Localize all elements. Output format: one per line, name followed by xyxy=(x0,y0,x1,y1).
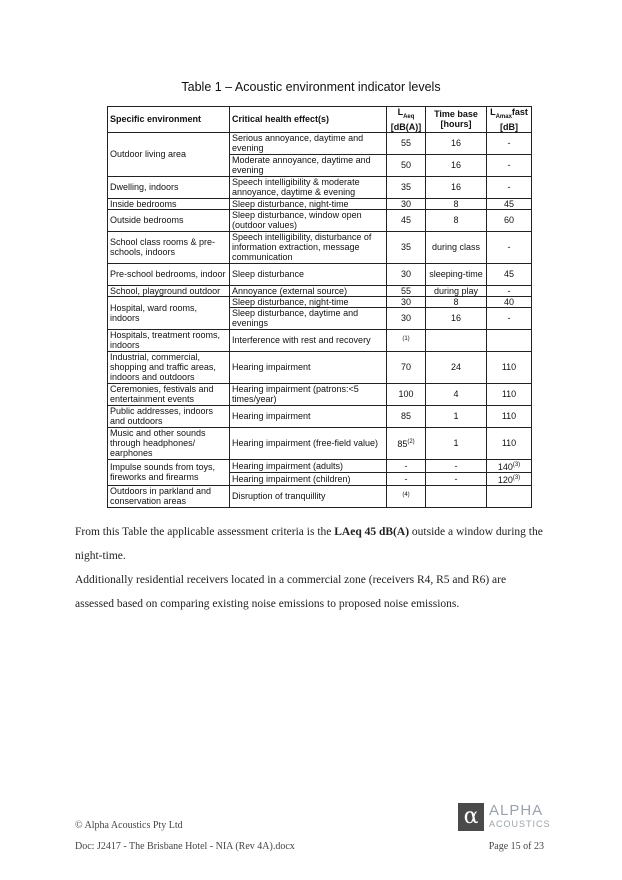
paragraph-commercial-receivers: Additionally residential receivers located in a commercial zone (receivers R4, R5 and R6) are assessed based on comparing existing noise emissions to proposed noise emissions. xyxy=(75,574,507,610)
cell-laeq: 50 xyxy=(387,154,426,176)
footnote-ref: (2) xyxy=(407,439,415,446)
cell-lamax: 110 xyxy=(487,427,532,459)
cell-environment: Hospital, ward rooms, indoors xyxy=(108,296,230,329)
cell-effect: Speech intelligibility & moderate annoyance, daytime & evening xyxy=(230,176,387,198)
cell-effect: Moderate annoyance, daytime and evening xyxy=(230,154,387,176)
company-logo-text: ALPHA ACOUSTICS xyxy=(489,802,551,829)
cell-laeq: - xyxy=(387,472,426,485)
cell-lamax: 45 xyxy=(487,198,532,209)
table-title: Table 1 – Acoustic environment indicator levels xyxy=(181,80,441,94)
cell-lamax xyxy=(487,329,532,351)
cell-laeq: 100 xyxy=(387,383,426,405)
cell-timebase: 8 xyxy=(426,296,487,307)
table-row xyxy=(108,329,532,351)
cell-environment: Outside bedrooms xyxy=(108,209,230,231)
cell-lamax: - xyxy=(487,307,532,329)
cell-laeq: 30 xyxy=(387,307,426,329)
cell-timebase: during class xyxy=(426,231,487,263)
cell-environment: Music and other sounds through headphones/ earphones xyxy=(108,427,230,459)
cell-effect: Sleep disturbance xyxy=(230,263,387,285)
table-header-row xyxy=(108,107,532,133)
cell-timebase: 1 xyxy=(426,427,487,459)
table-row xyxy=(108,209,532,231)
cell-laeq: 35 xyxy=(387,176,426,198)
table-row xyxy=(108,263,532,285)
cell-laeq: 55 xyxy=(387,285,426,296)
table-row xyxy=(108,485,532,507)
alpha-logo-icon: α xyxy=(458,803,484,831)
cell-effect: Annoyance (external source) xyxy=(230,285,387,296)
table-row xyxy=(108,427,532,459)
cell-laeq: 85 xyxy=(387,405,426,427)
cell-effect: Speech intelligibility, disturbance of information extraction, message communication xyxy=(230,231,387,263)
cell-environment: Dwelling, indoors xyxy=(108,176,230,198)
criteria-highlight: LAeq 45 dB(A) xyxy=(334,526,410,538)
footnote-ref: (4) xyxy=(402,492,410,499)
cell-timebase: 16 xyxy=(426,176,487,198)
cell-lamax: - xyxy=(487,231,532,263)
table-row xyxy=(108,383,532,405)
table-row xyxy=(108,459,532,472)
cell-effect: Serious annoyance, daytime and evening xyxy=(230,132,387,154)
cell-lamax xyxy=(487,485,532,507)
cell-effect: Hearing impairment xyxy=(230,351,387,383)
cell-laeq: - xyxy=(387,459,426,472)
cell-timebase: - xyxy=(426,459,487,472)
cell-timebase: 16 xyxy=(426,132,487,154)
cell-timebase: 24 xyxy=(426,351,487,383)
cell-lamax: 110 xyxy=(487,351,532,383)
cell-environment: Outdoor living area xyxy=(108,132,230,176)
footnote-ref: (3) xyxy=(512,474,521,481)
cell-environment: School, playground outdoor xyxy=(108,285,230,296)
cell-laeq: 70 xyxy=(387,351,426,383)
cell-effect: Sleep disturbance, night-time xyxy=(230,296,387,307)
paragraph-assessment-criteria: From this Table the applicable assessment criteria is the LAeq 45 dB(A) outside a window during the night-time. xyxy=(75,526,543,562)
cell-laeq: 30 xyxy=(387,296,426,307)
cell-timebase: 1 xyxy=(426,405,487,427)
cell-lamax: 110 xyxy=(487,405,532,427)
header-laeq: $L_{Aeq}$ [dB(A)] xyxy=(387,107,426,133)
acoustic-indicator-table xyxy=(107,106,532,508)
cell-timebase: - xyxy=(426,472,487,485)
table-row xyxy=(108,231,532,263)
cell-lamax: 45 xyxy=(487,263,532,285)
cell-laeq: 30 xyxy=(387,263,426,285)
cell-timebase: 16 xyxy=(426,307,487,329)
cell-environment: Public addresses, indoors and outdoors xyxy=(108,405,230,427)
header-lamax: $L_{Amax}fast$ [dB] xyxy=(487,107,532,133)
cell-environment: Inside bedrooms xyxy=(108,198,230,209)
cell-effect: Interference with rest and recovery xyxy=(230,329,387,351)
cell-laeq: 55 xyxy=(387,132,426,154)
cell-environment: Pre-school bedrooms, indoor xyxy=(108,263,230,285)
cell-lamax: - xyxy=(487,154,532,176)
table-row xyxy=(108,285,532,296)
cell-environment: Industrial, commercial, shopping and traffic areas, indoors and outdoors xyxy=(108,351,230,383)
cell-laeq: 45 xyxy=(387,209,426,231)
cell-effect: Hearing impairment (patrons:<5 times/year) xyxy=(230,383,387,405)
header-effect: Critical health effect(s) xyxy=(230,107,387,133)
cell-lamax: - xyxy=(487,285,532,296)
cell-environment: Ceremonies, festivals and entertainment events xyxy=(108,383,230,405)
cell-environment: School class rooms & pre-schools, indoors xyxy=(108,231,230,263)
cell-timebase: 8 xyxy=(426,198,487,209)
cell-timebase: 8 xyxy=(426,209,487,231)
cell-effect: Sleep disturbance, window open (outdoor values) xyxy=(230,209,387,231)
cell-effect: Sleep disturbance, night-time xyxy=(230,198,387,209)
header-timebase: Time base [hours] xyxy=(426,107,487,133)
cell-laeq xyxy=(387,485,426,507)
table-row xyxy=(108,198,532,209)
cell-laeq xyxy=(387,329,426,351)
footer-copyright: © Alpha Acoustics Pty Ltd xyxy=(75,820,183,831)
cell-lamax: 60 xyxy=(487,209,532,231)
cell-laeq: 30 xyxy=(387,198,426,209)
cell-timebase: 4 xyxy=(426,383,487,405)
cell-timebase: 16 xyxy=(426,154,487,176)
cell-effect: Hearing impairment (children) xyxy=(230,472,387,485)
header-environment: Specific environment xyxy=(108,107,230,133)
cell-effect: Hearing impairment xyxy=(230,405,387,427)
table-row xyxy=(108,132,532,154)
cell-lamax: - xyxy=(487,176,532,198)
cell-lamax: - xyxy=(487,132,532,154)
cell-environment: Impulse sounds from toys, fireworks and firearms xyxy=(108,459,230,485)
cell-timebase: during play xyxy=(426,285,487,296)
cell-effect: Sleep disturbance, daytime and evenings xyxy=(230,307,387,329)
footer-doc-reference: Doc: J2417 - The Brisbane Hotel - NIA (Rev 4A).docx xyxy=(75,841,295,852)
table-row xyxy=(108,351,532,383)
footnote-ref: (1) xyxy=(402,336,410,343)
table-row xyxy=(108,176,532,198)
cell-lamax: 140$^{(3)}$ xyxy=(487,459,532,472)
cell-lamax: 40 xyxy=(487,296,532,307)
cell-laeq: 85$^{(2)}$ xyxy=(387,427,426,459)
cell-timebase xyxy=(426,485,487,507)
table-row xyxy=(108,405,532,427)
cell-effect: Hearing impairment (adults) xyxy=(230,459,387,472)
cell-laeq: 35 xyxy=(387,231,426,263)
cell-timebase xyxy=(426,329,487,351)
cell-lamax: 110 xyxy=(487,383,532,405)
cell-effect: Hearing impairment (free-field value) xyxy=(230,427,387,459)
cell-timebase: sleeping-time xyxy=(426,263,487,285)
cell-effect: Disruption of tranquillity xyxy=(230,485,387,507)
cell-environment: Hospitals, treatment rooms, indoors xyxy=(108,329,230,351)
footnote-ref: (3) xyxy=(512,461,521,468)
footer-page-number: Page 15 of 23 xyxy=(488,841,544,852)
table-row xyxy=(108,296,532,307)
cell-lamax: 120$^{(3)}$ xyxy=(487,472,532,485)
cell-environment: Outdoors in parkland and conservation areas xyxy=(108,485,230,507)
